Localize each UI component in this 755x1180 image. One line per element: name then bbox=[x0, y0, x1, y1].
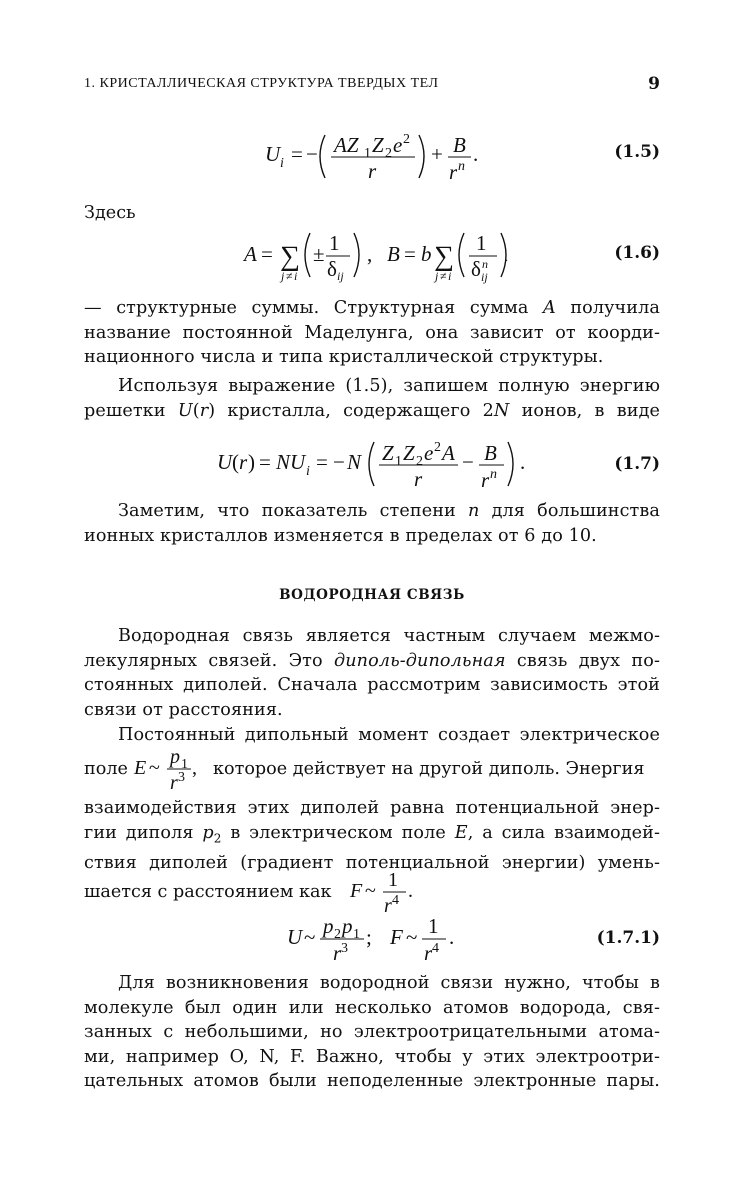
inline-field-formula bbox=[130, 743, 210, 795]
svg-text:F: F bbox=[390, 925, 403, 949]
svg-text:A: A bbox=[442, 441, 455, 465]
equation-1-7-1-number: (1.7.1) bbox=[596, 928, 660, 948]
svg-text:.: . bbox=[505, 250, 508, 264]
paragraph-dipole-line1: Постоянный дипольный момент создает электрическое bbox=[118, 725, 660, 745]
dipole-field-suffix: которое действует на другой диполь. Энергия bbox=[213, 759, 645, 779]
svg-text:~: ~ bbox=[406, 925, 418, 949]
equation-1-6-number: (1.6) bbox=[614, 243, 660, 263]
svg-text:i: i bbox=[294, 269, 298, 283]
equation-1-7-1-formula bbox=[84, 914, 504, 966]
svg-text:.: . bbox=[473, 142, 479, 166]
paragraph-dipole-interaction: взаимодействия этих диполей равна потенциальной энер- гии диполя $p_2$ в электрическом поле E, а сила взаимодей- ствия диполей (градиент потенциальной энергии) умень- bbox=[84, 798, 660, 873]
svg-text:.: . bbox=[408, 880, 413, 902]
svg-text:b: b bbox=[421, 242, 432, 266]
svg-text:;: ; bbox=[366, 925, 372, 949]
paragraph-structure-sums: — структурные суммы. Структурная сумма A получила название постоянной Маделунга, она зависит от коорди- национного числа и типа кристаллической структуры. bbox=[84, 298, 660, 368]
svg-text:±: ± bbox=[313, 242, 325, 266]
equation-1-5-formula bbox=[84, 128, 534, 188]
svg-text:A: A bbox=[244, 242, 257, 266]
svg-text:~: ~ bbox=[304, 925, 316, 949]
svg-text:r: r bbox=[481, 468, 490, 492]
svg-text:ij: ij bbox=[481, 270, 488, 284]
svg-text:1: 1 bbox=[388, 869, 398, 891]
equation-1-7 bbox=[84, 436, 660, 496]
equation-1-6-formula bbox=[84, 225, 534, 285]
svg-text:2: 2 bbox=[416, 454, 423, 469]
svg-text:≠: ≠ bbox=[286, 269, 293, 283]
page-number: 9 bbox=[648, 74, 660, 94]
svg-text:,: , bbox=[192, 757, 197, 779]
svg-text:∑: ∑ bbox=[434, 241, 454, 272]
svg-text:−: − bbox=[306, 142, 318, 166]
svg-text:r: r bbox=[333, 941, 342, 965]
equation-1-5 bbox=[84, 128, 660, 188]
svg-text:1: 1 bbox=[476, 231, 487, 255]
svg-text:U: U bbox=[287, 925, 303, 949]
svg-text:~: ~ bbox=[365, 880, 376, 902]
svg-text:∑: ∑ bbox=[280, 241, 300, 272]
svg-text:+: + bbox=[431, 142, 443, 166]
svg-text:1: 1 bbox=[364, 146, 371, 161]
svg-text:r: r bbox=[368, 159, 377, 183]
svg-text:Z: Z bbox=[372, 133, 384, 157]
svg-text:r: r bbox=[170, 772, 178, 794]
svg-text:4: 4 bbox=[432, 941, 439, 956]
svg-text:i: i bbox=[448, 269, 452, 283]
svg-text:2: 2 bbox=[385, 146, 392, 161]
svg-text:U: U bbox=[265, 142, 281, 166]
svg-text:1: 1 bbox=[353, 927, 360, 942]
svg-text:=: = bbox=[316, 450, 328, 474]
svg-text:Z: Z bbox=[382, 441, 394, 465]
svg-text:r: r bbox=[424, 941, 433, 965]
svg-text:=: = bbox=[259, 450, 271, 474]
svg-text:Z: Z bbox=[403, 441, 415, 465]
equation-1-5-number: (1.5) bbox=[614, 142, 660, 162]
equation-1-7-1 bbox=[84, 914, 660, 966]
svg-text:B: B bbox=[484, 441, 497, 465]
svg-text:−: − bbox=[333, 450, 345, 474]
dipole-field-prefix: поле bbox=[84, 759, 128, 779]
svg-text:): ) bbox=[248, 450, 255, 474]
svg-text:1: 1 bbox=[329, 231, 340, 255]
running-title: 1. КРИСТАЛЛИЧЕСКАЯ СТРУКТУРА ТВЕРДЫХ ТЕЛ bbox=[84, 76, 439, 91]
svg-text:1: 1 bbox=[395, 454, 402, 469]
svg-text:=: = bbox=[404, 242, 416, 266]
paragraph-hydrogen-bond-intro: Водородная связь является частным случаем межмо- лекулярных связей. Это диполь-дипольная связь двух по- стоянных диполей. Сначала рассмотрим зависимость этой связи от расстояния. bbox=[84, 626, 660, 720]
paragraph-hydrogen-bond-conditions: Для возникновения водородной связи нужно, чтобы в молекуле был один или несколько атомов водорода, свя- занных с небольшими, но электроотрицательными атома- ми, например O, N, F. Важно, чтобы у этих электроотри- цательных атомов были неподеленные электронные пары. bbox=[84, 973, 660, 1092]
inline-force-formula bbox=[346, 866, 426, 918]
svg-text:B: B bbox=[387, 242, 400, 266]
svg-text:e: e bbox=[393, 133, 403, 157]
svg-text:~: ~ bbox=[149, 757, 160, 779]
svg-text:δ: δ bbox=[327, 257, 337, 281]
svg-text:δ: δ bbox=[471, 257, 481, 281]
svg-text:r: r bbox=[384, 895, 392, 917]
svg-text:p: p bbox=[323, 914, 334, 938]
svg-text:B: B bbox=[453, 133, 466, 157]
svg-text:E: E bbox=[134, 757, 147, 779]
svg-text:ij: ij bbox=[337, 269, 344, 283]
svg-text:2: 2 bbox=[334, 927, 341, 942]
svg-text:n: n bbox=[458, 159, 465, 174]
svg-text:≠: ≠ bbox=[440, 269, 447, 283]
svg-text:3: 3 bbox=[178, 770, 185, 785]
force-distance-prefix: шается с расстоянием как bbox=[84, 882, 332, 902]
svg-text:N: N bbox=[347, 450, 362, 474]
svg-text:j: j bbox=[435, 269, 439, 283]
section-title: ВОДОРОДНАЯ СВЯЗЬ bbox=[279, 587, 465, 603]
equation-1-7-number: (1.7) bbox=[614, 454, 660, 474]
svg-text:3: 3 bbox=[341, 941, 348, 956]
svg-text:1: 1 bbox=[428, 914, 439, 938]
svg-text:U: U bbox=[217, 450, 233, 474]
svg-text:r: r bbox=[414, 467, 423, 491]
svg-text:NU: NU bbox=[276, 450, 306, 474]
svg-text:4: 4 bbox=[392, 893, 399, 908]
svg-text:,: , bbox=[367, 242, 373, 266]
equation-1-7-formula bbox=[84, 436, 564, 496]
svg-text:AZ: AZ bbox=[334, 133, 359, 157]
svg-text:n: n bbox=[482, 257, 488, 271]
svg-text:2: 2 bbox=[403, 132, 410, 147]
svg-text:=: = bbox=[291, 142, 303, 166]
svg-text:(: ( bbox=[232, 450, 239, 474]
svg-text:i: i bbox=[280, 156, 284, 171]
svg-text:F: F bbox=[350, 880, 363, 902]
svg-text:−: − bbox=[462, 450, 474, 474]
svg-text:.: . bbox=[520, 450, 526, 474]
zdes-label: Здесь bbox=[84, 203, 136, 223]
paragraph-exponent-n: Заметим, что показатель степени n для большинства ионных кристаллов изменяется в пределах от 6 до 10. bbox=[84, 501, 660, 546]
svg-text:e: e bbox=[424, 441, 434, 465]
svg-text:1: 1 bbox=[181, 757, 188, 772]
svg-text:r: r bbox=[239, 450, 248, 474]
svg-text:r: r bbox=[449, 160, 458, 184]
equation-1-6 bbox=[84, 225, 660, 285]
svg-text:2: 2 bbox=[434, 440, 441, 455]
svg-text:=: = bbox=[261, 242, 273, 266]
running-header bbox=[84, 76, 660, 96]
svg-text:p: p bbox=[170, 746, 180, 768]
svg-text:.: . bbox=[449, 925, 455, 949]
paragraph-full-energy: Используя выражение (1.5), запишем полную энергию решетки U(r) кристалла, содержащего 2N ионов, в виде bbox=[84, 376, 661, 421]
svg-text:p: p bbox=[342, 914, 353, 938]
svg-text:i: i bbox=[306, 464, 310, 479]
svg-text:j: j bbox=[281, 269, 285, 283]
svg-text:n: n bbox=[490, 467, 497, 482]
